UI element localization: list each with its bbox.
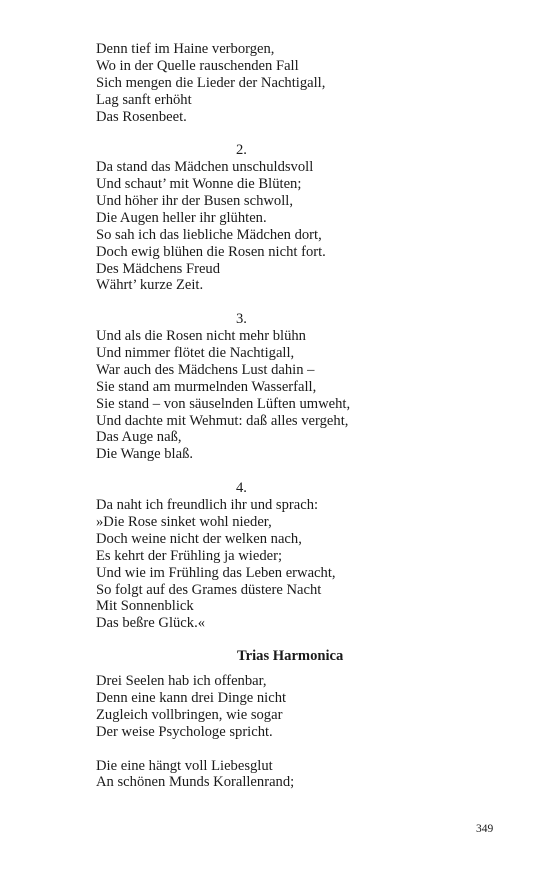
stanza-trias-2 — [96, 758, 456, 792]
verse-line: Sie stand – von säuselnden Lüften umweht, — [96, 395, 351, 412]
verse-line: Denn tief im Haine verborgen, — [96, 41, 275, 57]
verse-line: Das Auge naß, — [96, 429, 182, 446]
verse-line: So sah ich das liebliche Mädchen dort, — [96, 226, 322, 243]
stanza-gap — [96, 294, 456, 311]
stanza-gap — [96, 463, 456, 480]
verse-line: Und als die Rosen nicht mehr blühn — [96, 328, 306, 345]
stanza-number: 3. — [236, 311, 247, 328]
stanza-gap — [96, 125, 456, 142]
stanza-4 — [96, 480, 456, 632]
verse-line: Zugleich vollbringen, wie sogar — [96, 706, 283, 723]
verse-line: Es kehrt der Frühling ja wieder; — [96, 547, 283, 564]
page-number: 349 — [476, 823, 494, 835]
verse-line: War auch des Mädchens Lust dahin – — [96, 361, 315, 378]
stanza-trias-1 — [96, 673, 456, 741]
verse-line: Und schaut’ mit Wonne die Blüten; — [96, 176, 302, 193]
verse-line: Da naht ich freundlich ihr und sprach: — [96, 497, 319, 514]
page-body — [96, 41, 456, 791]
verse-line: Währt’ kurze Zeit. — [96, 277, 204, 294]
verse-line: Und nimmer flötet die Nachtigall, — [96, 345, 295, 362]
verse-line: Der weise Psychologe spricht. — [96, 723, 273, 740]
verse-line: Mit Sonnenblick — [96, 598, 194, 615]
poem-title: Trias Harmonica — [237, 648, 344, 665]
verse-line: »Die Rose sinket wohl nieder, — [96, 513, 272, 530]
verse-line: Des Mädchens Freud — [96, 260, 221, 277]
verse-line: Und dachte mit Wehmut: daß alles vergeht, — [96, 412, 349, 429]
stanza-1 — [96, 41, 456, 125]
verse-line: Und wie im Frühling das Leben erwacht, — [96, 564, 336, 581]
verse-line: So folgt auf des Grames düstere Nacht — [96, 581, 322, 598]
verse-line: An schönen Munds Korallenrand; — [96, 774, 295, 791]
stanza-3 — [96, 311, 456, 463]
verse-line: Da stand das Mädchen unschuldsvoll — [96, 159, 314, 176]
stanza-number: 2. — [236, 142, 247, 159]
verse-line: Lag sanft erhöht — [96, 91, 192, 108]
stanza-number: 4. — [236, 480, 247, 497]
verse-line: Denn eine kann drei Dinge nicht — [96, 689, 287, 706]
verse-line: Das Rosenbeet. — [96, 108, 187, 125]
verse-line: Das beßre Glück.« — [96, 615, 206, 632]
verse-line: Drei Seelen hab ich offenbar, — [96, 673, 267, 690]
verse-line: Sie stand am murmelnden Wasserfall, — [96, 378, 317, 395]
verse-line: Die Wange blaß. — [96, 446, 194, 463]
verse-line: Sich mengen die Lieder der Nachtigall, — [96, 74, 326, 91]
verse-line: Die Augen heller ihr glühten. — [96, 209, 267, 226]
verse-line: Wo in der Quelle rauschenden Fall — [96, 57, 299, 74]
verse-line: Doch weine nicht der welken nach, — [96, 530, 302, 547]
stanza-gap — [96, 741, 456, 758]
verse-line: Doch ewig blühen die Rosen nicht fort. — [96, 243, 326, 260]
verse-line: Die eine hängt voll Liebesglut — [96, 757, 273, 774]
verse-line: Und höher ihr der Busen schwoll, — [96, 193, 293, 210]
stanza-2 — [96, 142, 456, 294]
